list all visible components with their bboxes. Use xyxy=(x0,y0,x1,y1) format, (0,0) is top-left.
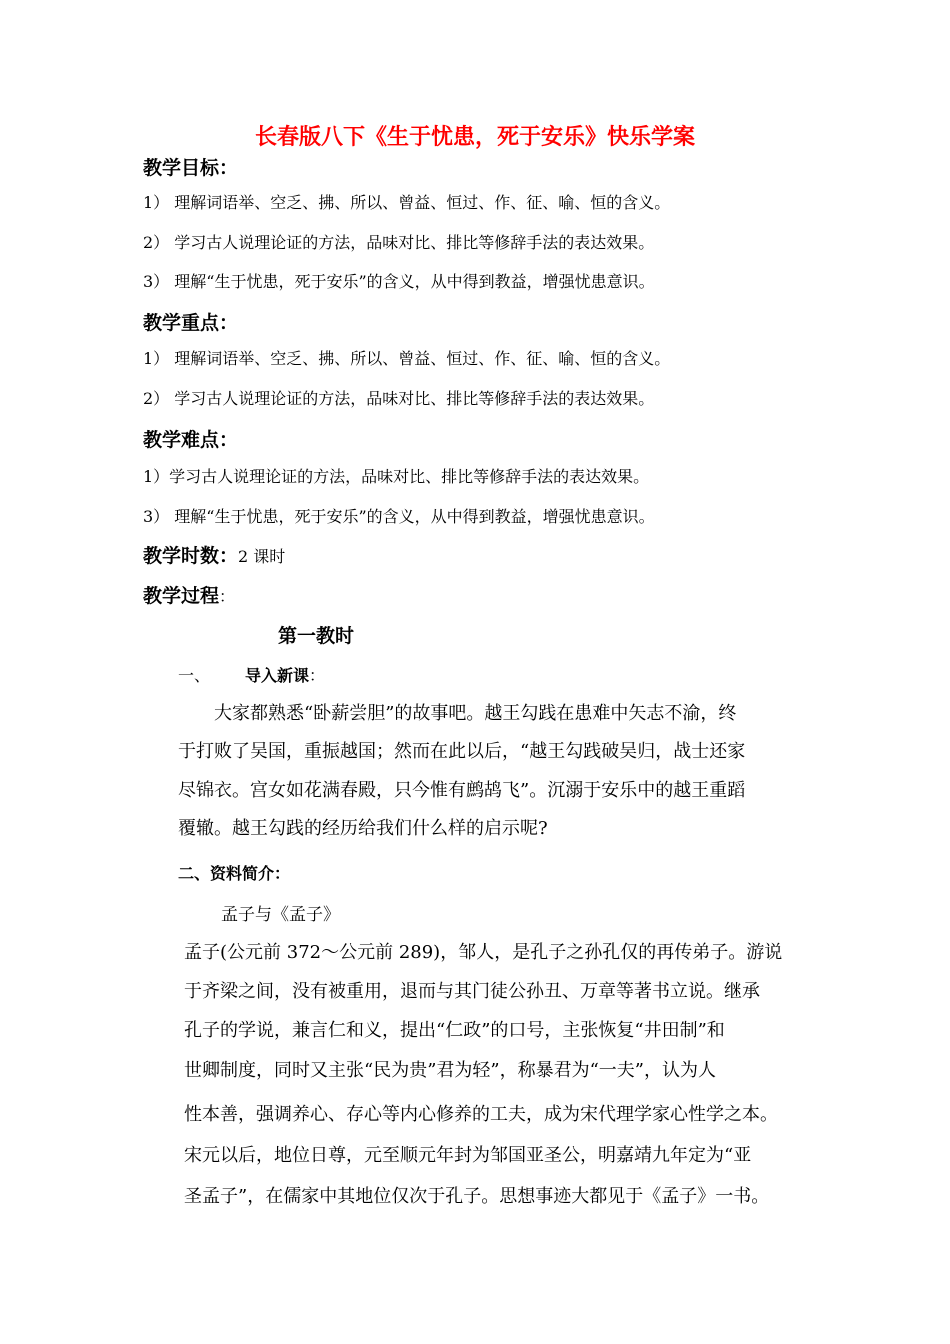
section-two-line-4: 世卿制度，同时又主张“民为贵”君为轻”，称暴君为“一夫”，认为人 xyxy=(184,1060,717,1081)
section-two-title: 二、资料简介： xyxy=(178,864,291,883)
objective-item-2: 2） 学习古人说理论证的方法，品味对比、排比等修辞手法的表达效果。 xyxy=(143,233,655,252)
objective-item-1: 1） 理解词语举、空乏、拂、所以、曾益、恒过、作、征、喻、恒的含义。 xyxy=(143,193,671,212)
difficulties-heading: 教学难点： xyxy=(143,429,239,451)
hours-heading xyxy=(143,541,285,568)
section-one-line-2: 于打败了吴国，重振越国；然而在此以后，“越王勾践破吴归，战士还家 xyxy=(178,741,746,762)
section-one-heading xyxy=(245,663,325,686)
process-label: 教学过程 xyxy=(143,585,220,607)
section-one-title: 导入新课 xyxy=(245,666,310,685)
difficulty-item-1: 1）学习古人说理论证的方法，品味对比、排比等修辞手法的表达效果。 xyxy=(143,467,650,486)
section-one-colon: ： xyxy=(309,666,326,685)
key-point-item-2: 2） 学习古人说理论证的方法，品味对比、排比等修辞手法的表达效果。 xyxy=(143,389,655,408)
section-one-number: 一、 xyxy=(178,666,211,685)
hours-label: 教学时数： xyxy=(143,545,239,567)
process-heading xyxy=(143,581,235,608)
section-two-line-1: 孟子(公元前 372～公元前 289)，邹人，是孔子之孙孔仅的再传弟子。游说 xyxy=(184,942,783,963)
section-two-line-3: 孔子的学说，兼言仁和义，提出“仁政”的口号，主张恢复“井田制”和 xyxy=(184,1020,725,1041)
section-two-subtitle: 孟子与《孟子》 xyxy=(221,905,340,925)
section-one-line-3: 尽锦衣。宫女如花满春殿，只今惟有鹧鸪飞”。沉溺于安乐中的越王重蹈 xyxy=(178,780,746,801)
section-two-line-6: 宋元以后，地位日尊，元至顺元年封为邹国亚圣公，明嘉靖九年定为“亚 xyxy=(184,1145,752,1166)
hours-value: 2 课时 xyxy=(238,547,286,566)
key-points-heading: 教学重点： xyxy=(143,312,239,334)
objective-item-3: 3） 理解“生于忧患，死于安乐”的含义，从中得到教益，增强忧患意识。 xyxy=(143,272,655,291)
document-title: 长春版八下《生于忧患，死于安乐》快乐学案 xyxy=(254,125,695,150)
section-two-line-5: 性本善，强调养心、存心等内心修养的工夫，成为宋代理学家心性学之本。 xyxy=(184,1104,778,1125)
section-one-line-1: 大家都熟悉“卧薪尝胆”的故事吧。越王勾践在患难中矢志不渝，终 xyxy=(214,703,737,724)
section-two-line-7: 圣孟子”，在儒家中其地位仅次于孔子。思想事迹大都见于《孟子》一书。 xyxy=(184,1186,770,1207)
key-point-item-1: 1） 理解词语举、空乏、拂、所以、曾益、恒过、作、征、喻、恒的含义。 xyxy=(143,349,671,368)
process-colon: ： xyxy=(219,587,236,606)
lesson-one-heading: 第一教时 xyxy=(278,625,355,647)
section-two-heading xyxy=(178,861,290,884)
section-one-line-4: 覆辙。越王勾践的经历给我们什么样的启示呢? xyxy=(178,818,548,839)
difficulty-item-2: 3） 理解“生于忧患，死于安乐”的含义，从中得到教益，增强忧患意识。 xyxy=(143,507,655,526)
section-two-line-2: 于齐梁之间，没有被重用，退而与其门徒公孙丑、万章等著书立说。继承 xyxy=(184,981,760,1002)
objectives-heading: 教学目标： xyxy=(143,157,239,179)
